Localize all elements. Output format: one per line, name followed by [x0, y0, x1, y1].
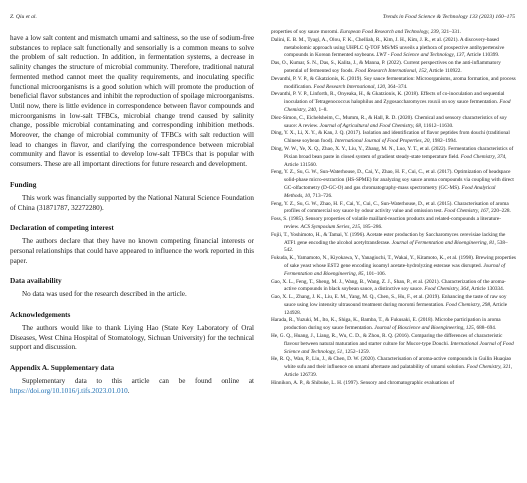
reference-entry	[271, 91, 516, 114]
reference-journal: Journal of Bioscience and Bioengineering, 125	[374, 325, 474, 332]
reference-text: Feng, Y. Z., Su, G. W., Zhao, H. F., Cai, Y., Cui, C., Sun-Waterhouse, D., et al. (2015). Characterisation of aroma profiles of commercial soy sauce by odour activity value and omission test.	[271, 200, 509, 215]
reference-journal: Food Chemistry, 240	[284, 99, 511, 113]
reference-pages: , Article 131560.	[284, 153, 507, 168]
reference-journal: Food Chemistry, 298	[445, 301, 491, 308]
reference-journal: Journal of Fermentation and Bioengineering, 81	[391, 239, 495, 246]
reference-pages: , Article 126739.	[284, 364, 513, 379]
reference-text: He, G. Q., Huang, J., Liang, R., Wu, C. D., & Zhou, R. Q. (2016). Comparing the differences of characteristic flavour between natural maturation and starter culture for Mucor-type Douchi.	[271, 333, 503, 347]
reference-text: Foss, S. (1985). Sensory properties of volatile maillard-reaction products and related-compounds a literature-review.	[271, 216, 502, 230]
header-authors: Z. Qiu et al.	[10, 14, 37, 20]
reference-journal: Food Chemistry, 167	[444, 208, 489, 215]
reference-text: Ding, W. W., Ye, X. Q., Zhao, X. Y., Liu, Y., Zhang, M. N., Luo, Y. T., et al. (2022). Fermentation characteristics of Pixian broad bean paste in closed system of gradient steady-state temperature field.	[271, 145, 514, 160]
reference-journal: Food Research International, 152	[355, 67, 427, 74]
reference-text: He, R. Q., Wan, P., Liu, J., & Chen, D. W. (2020). Characterisation of aroma-active compounds in Guilin Huaqiao white sufu and their influence on umami aftertaste and palatability of umami solution.	[271, 356, 512, 371]
appendix-paragraph	[10, 377, 254, 396]
reference-text: Ding, Y. X., Li, X. Y., & Kan, J. Q. (2017). Isolation and identification of flavor peptides from douchi (traditional Chinese soybean food).	[271, 130, 510, 145]
reference-text: Diez-Simon, C., Eichelsheim, C., Mumm, R., & Hall, R. D. (2020). Chemical and sensory characteristics of soy sauce: A review.	[271, 114, 507, 129]
coi-heading: Declaration of competing interest	[10, 223, 114, 233]
reference-pages: , 538–542.	[284, 239, 508, 254]
funding-heading: Funding	[10, 179, 37, 189]
reference-journal: Food Chemistry, 364	[424, 286, 469, 293]
reference-pages: , Article 110399.	[464, 52, 500, 59]
reference-pages: , 185–286.	[360, 223, 383, 230]
appendix-text: Supplementary data to this article can be found online at	[22, 377, 254, 386]
reference-pages: , 11612–11630.	[420, 122, 454, 129]
reference-entry	[271, 356, 516, 379]
reference-text: properties of soy sauce moromi.	[271, 29, 341, 35]
reference-text: Gao, X. L., Zhang, J. K., Liu, E. M., Yang, M. Q., Chen, S., Hu, F., et al. (2019). Enhancing the taste of raw soy sauce using low intensity ultrasound treatment during moromi fermentation.	[271, 294, 507, 308]
reference-text: Harada, R., Yuzuki, M., Ito, K., Shiga, K., Bamba, T., & Fukusaki, E. (2018). Microbe participation in aroma production during soy sauce fermentation.	[271, 317, 501, 332]
reference-text: Devanthi, P. V. P., & Gkatzionis, K. (2019). Soy sauce fermentation: Microorganisms, aroma formation, and process modification.	[271, 75, 516, 90]
conclusion-paragraph: have a low salt content and mismatch umami and saltiness, so the use of sodium-free substances to replace salt functionally and sensorially is a common means to solve the problem of salt reduction. In addition, in fermentation systems, a decrease in salinity changes the structure of microbial community. Therefore, traditional natural fermented method cannot meet the quality requirements, and inoculating specific functional microorganisms is a good solution which will promote the production of beneficial flavor substances and inhibit the reproduction of spoilage microorganisms. Until now, there is little evidence in correspondence between flavor compounds and microorganisms in low-salt TFBCs, microbial change trend caused by salinity change, possible microbial contaminating and corresponding inhibition methods. Moreover, the change of microbial community of TFBCs with salt reduction will lead to changes in flavor, and clarifying the correspondence between microbial community and flavor is essential to develop low-salt TFBCs that is popular with consumers. These are all important directions for future research and development.	[10, 34, 254, 169]
funding-paragraph: This work was financially supported by the National Natural Science Foundation of China (31871787, 32272280).	[10, 193, 254, 212]
reference-journal: Food Chemistry, 321	[466, 364, 511, 371]
reference-text: Feng, Y. Z., Su, G. W., Sun-Waterhouse, D., Cai, Y., Zhao, H. F., Cui, C., et al. (2017). Optimization of headspace solid-phase micro-extraction (HS-SPME) for analyzing soy sauce aroma compounds via coupling with direct GC-olfactometry (D-GC-O) and gas chromatography-mass spectrometry (GC-MS).	[271, 169, 514, 191]
reference-entry	[271, 37, 516, 60]
appendix-heading: Appendix A. Supplementary data	[10, 363, 115, 373]
reference-pages: , 321–331.	[438, 29, 461, 35]
reference-list	[271, 29, 516, 388]
reference-pages: , Article 124928.	[284, 301, 508, 316]
left-column	[10, 34, 254, 397]
reference-journal: Food Research International, 120	[313, 83, 386, 90]
reference-entry	[271, 279, 516, 295]
reference-entry	[271, 29, 516, 37]
reference-entry	[271, 169, 516, 200]
reference-pages: , 1–8.	[315, 106, 328, 113]
reference-journal: Journal of Agricultural and Food Chemistry, 68	[319, 122, 421, 129]
reference-pages: , 688–694.	[473, 325, 497, 332]
reference-pages: , 713–726.	[310, 192, 333, 199]
reference-entry	[271, 216, 516, 232]
reference-entry	[271, 294, 516, 317]
reference-pages: , 1252–1259.	[342, 348, 370, 355]
reference-entry	[271, 76, 516, 92]
reference-journal: Food Analytical Methods, 10	[284, 184, 496, 199]
reference-entry	[271, 146, 516, 169]
reference-text: Dalini, E. B. M., Tyagi, A., Olou, F. K., Chelliah, R., Kim, J. H., Kim, J. R., et al. (2021). A discovery-based metabolomic approach using UHPLC Q-TOF MS/MS unveils a plethora of prospective antihypertensive compounds in Korean fermented soybeans.	[271, 36, 505, 59]
reference-journal: International Journal of Food Properties, 20	[334, 138, 430, 145]
reference-text: Fukuda, K., Yamamoto, N., Kiyokawa, Y., Yanagiuchi, T., Wakai, Y., Kitamoto, K., et al. (1998). Brewing properties of sake yeast whose EST2 gene encoding isoamyl acetate-hydrolyzing esterase was disrupted.	[271, 255, 516, 269]
reference-pages: , Article 110922.	[426, 67, 462, 74]
data-availability-paragraph: No data was used for the research described in the article.	[22, 290, 187, 299]
reference-entry	[271, 60, 516, 76]
reference-text: Hinnikon, A. P., & Shibuke, L. H. (1997). Sensory and chromatographic evaluations of	[271, 379, 455, 386]
reference-journal: ACS Symposium Series, 215	[300, 223, 361, 230]
supplementary-doi-link[interactable]: https://doi.org/10.1016/j.tifs.2023.01.010	[10, 386, 128, 395]
reference-entry	[271, 333, 516, 356]
reference-pages: , Article 130334.	[468, 286, 505, 293]
reference-journal: International Journal of Food Science and Technology, 51	[284, 340, 514, 355]
reference-journal: LWT - Food Science and Technology, 137	[376, 52, 465, 59]
reference-text: Gao, X. L., Feng, T., Sheng, M. J., Wang, B., Wang, Z. J., Shan, P., et al. (2021). Characterization of the aroma-active compounds in black soybean sauce, a distinctive soy sauce.	[271, 278, 506, 293]
reference-journal: Food Chemistry, 374	[460, 153, 506, 160]
reference-text: Das, O., Kumar, S. N., Das, S., Kalita, J., & Manna, P. (2022). Current perspectives on the anti-inflammatory potential of fermented soy foods.	[271, 60, 501, 74]
acknowledgements-heading: Acknowledgements	[10, 310, 71, 320]
reference-pages: , 1982–1994.	[429, 138, 458, 145]
reference-entry	[271, 201, 516, 217]
acknowledgements-paragraph: The authors would like to thank Liying Hao (State Key Laboratory of Oral Diseases, West China Hospital of Stomatology, Sichuan University) for the technical support and discussion.	[10, 324, 254, 352]
reference-entry	[271, 232, 516, 255]
reference-text: Fujii, T., Yoshimoto, H., & Tamai, Y. (1996). Acetate ester production by Saccharomyces cerevisiae lacking the ATF1 gene encoding the alcohol acetyltransferase.	[271, 231, 506, 246]
reference-pages: , 364–374.	[385, 83, 408, 90]
reference-entry	[271, 380, 516, 388]
reference-entry	[271, 317, 516, 333]
coi-paragraph: The authors declare that they have no known competing financial interests or personal relationships that could have appeared to influence the work reported in this paper.	[10, 237, 254, 265]
reference-journal: European Food Research and Technology, 239	[340, 29, 439, 35]
reference-text: Devanthi, P. V. P., Linforth, R., Onyeaka, H., & Gkatzionis, K. (2018). Effects of co-inoculation and sequential inoculation of Tetragenococcus halophilus and Zygosaccharomyces rouxii on soy sauce fermentation.	[271, 91, 505, 106]
reference-entry	[271, 130, 516, 146]
appendix-text-end: .	[127, 386, 130, 395]
header-journal: Trends in Food Science & Technology 133 (2023) 160–175	[382, 14, 515, 20]
reference-pages: , 101–106.	[363, 270, 386, 277]
reference-journal: Journal of Fermentation and Bioengineering, 85	[284, 262, 506, 277]
reference-entry	[271, 115, 516, 131]
running-header	[10, 14, 515, 24]
data-availability-heading: Data availability	[10, 276, 62, 286]
reference-pages: , 220–228.	[488, 208, 511, 215]
reference-entry	[271, 255, 516, 278]
